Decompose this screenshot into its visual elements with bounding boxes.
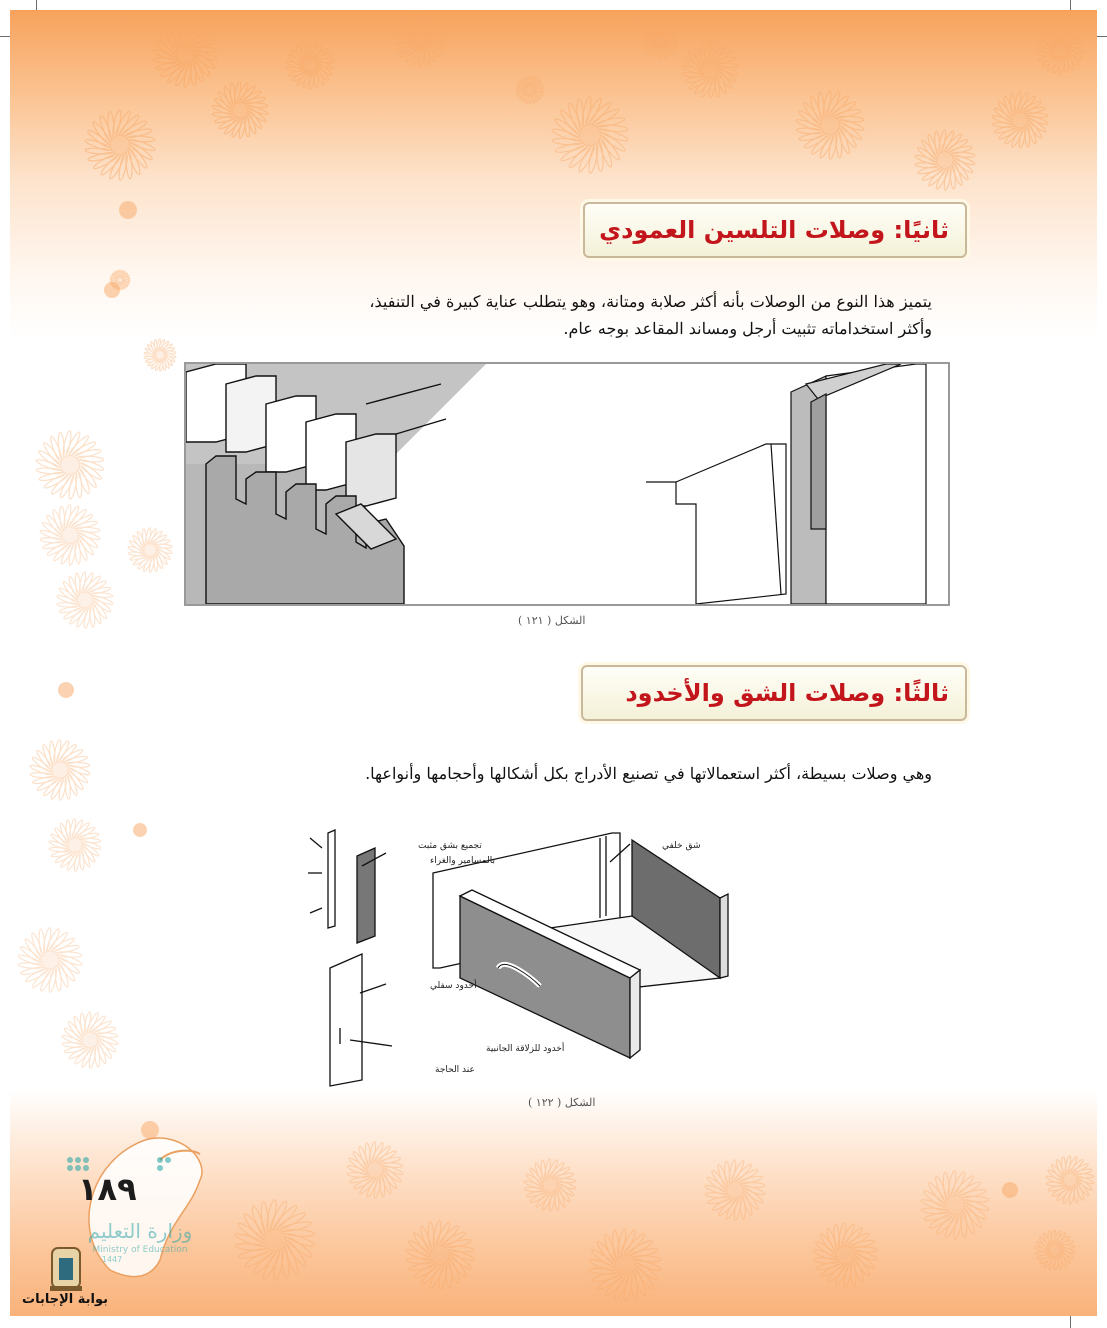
crop-mark (1070, 1316, 1071, 1328)
label-bottom-groove: أخدود سفلي (430, 981, 477, 991)
label-assembly-2: بالمسامير والغراء (430, 856, 495, 866)
page-number: ١٨٩ (78, 1170, 137, 1208)
flower-ornament (35, 430, 105, 499)
flower-ornament (914, 129, 975, 190)
textbook-page (10, 10, 1097, 1316)
label-side-groove-2: عند الحاجة (435, 1065, 475, 1075)
flower-ornament (17, 927, 82, 992)
ministry-name-english: Ministry of Education (92, 1245, 188, 1255)
flower-ornament (516, 76, 545, 105)
ministry-year: 1447 (101, 1255, 123, 1264)
ministry-name-arabic: وزارة التعليم (87, 1219, 193, 1243)
section-2-paragraph (132, 288, 932, 342)
flower-ornament (405, 1220, 475, 1289)
paragraph-line: وأكثر استخداماته تثبيت أرجل ومساند المقاعد بوجه عام. (563, 319, 932, 338)
paragraph-line: وهي وصلات بسيطة، أكثر استعمالاتها في تصنيع الأدراج بكل أشكالها وأحجامها وأنواعها. (365, 764, 932, 783)
flower-ornament (211, 81, 268, 138)
section-heading-3-text: ثالثًا: وصلات الشق والأخدود (625, 679, 949, 707)
flower-ornament (642, 22, 679, 59)
decor-dot (104, 282, 120, 298)
flower-ornament (1035, 1230, 1076, 1271)
flower-ornament (523, 1158, 576, 1211)
section-heading-2-text: ثانيًا: وصلات التلسين العمودي (599, 216, 949, 244)
section-heading-3 (581, 665, 967, 721)
flower-ornament (39, 504, 100, 565)
section-3-paragraph (132, 760, 932, 787)
flower-ornament (588, 1228, 662, 1302)
figure-121-caption: الشكل ( ١٢١ ) (518, 614, 586, 627)
flower-ornament (48, 818, 101, 871)
flower-ornament (681, 41, 738, 98)
flower-ornament (704, 1159, 765, 1220)
figure-122-caption: الشكل ( ١٢٢ ) (528, 1096, 596, 1109)
decor-dot (58, 682, 74, 698)
flower-ornament (991, 91, 1048, 148)
flower-ornament (61, 1011, 118, 1068)
flower-ornament (152, 22, 217, 87)
decor-dot (119, 201, 137, 219)
label-back-slot: شق خلفي (662, 841, 701, 851)
label-side-groove: أخدود للزلاقة الجانبية (486, 1044, 565, 1054)
decor-dot (1002, 1182, 1018, 1198)
flower-ornament (812, 1222, 877, 1287)
flower-ornament (393, 13, 446, 66)
flower-ornament (346, 1141, 403, 1198)
flower-ornament (1035, 25, 1084, 74)
flower-ornament (285, 40, 334, 89)
flower-ornament (144, 339, 177, 372)
section-heading-2 (583, 202, 967, 258)
flower-ornament (127, 528, 172, 573)
label-assembly: تجميع بشق مثبت (418, 841, 482, 851)
flower-ornament (56, 571, 113, 628)
figure-121-dovetail-joints (184, 362, 950, 606)
paragraph-line: يتميز هذا النوع من الوصلات بأنه أكثر صلابة ومتانة، وهو يتطلب عناية كبيرة في التنفيذ، (369, 292, 932, 311)
flower-ornament (795, 90, 865, 159)
decor-dot (133, 823, 147, 837)
flower-ornament (29, 739, 90, 800)
lamp-logo-icon (46, 1246, 86, 1292)
flower-ornament (920, 1170, 990, 1239)
watermark-text: بوابة الإجابات (22, 1292, 108, 1307)
flower-ornament (234, 1199, 316, 1281)
flower-ornament (84, 109, 156, 181)
figure-122-drawer-joints (300, 818, 735, 1103)
flower-ornament (1045, 1155, 1094, 1204)
flower-ornament (551, 96, 629, 174)
